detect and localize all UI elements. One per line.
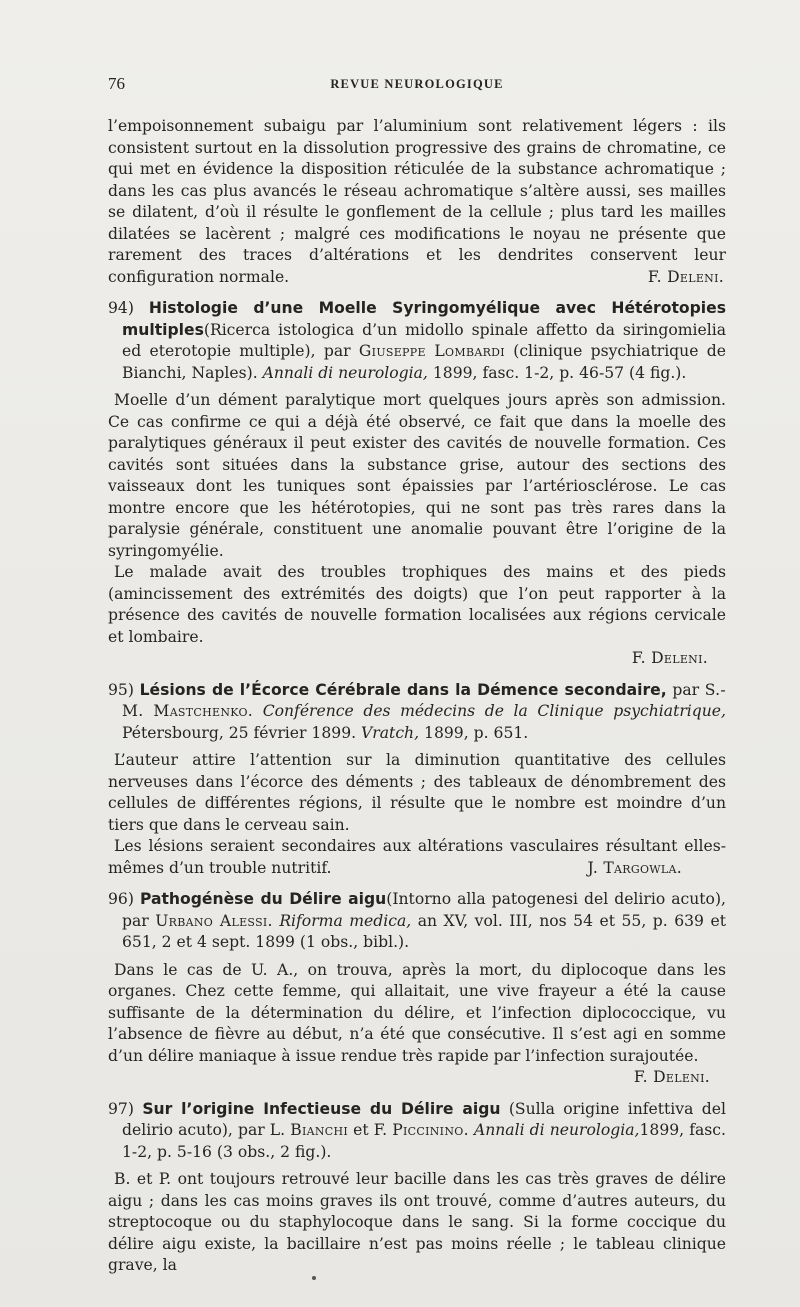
- entry-author: Bianchi: [290, 1121, 349, 1139]
- entry-author-2: Piccinino.: [392, 1121, 469, 1139]
- entry-author: Urbano Alessi.: [155, 911, 273, 930]
- entry-heading: [108, 680, 726, 745]
- entry-reference: (Ricerca istologica d’un midollo spinale affetto da siringomielia ed eterotopie multiple), par: [122, 320, 726, 360]
- entry-source-details: an XV, vol. III, nos 54 et 55, p. 639 et 651, 2 et 4 sept. 1899 (1 obs., bibl.).: [122, 911, 726, 951]
- review-entry-94: [108, 298, 726, 670]
- print-mark: [312, 1276, 316, 1280]
- intro-text: l’empoisonnement subaigu par l’aluminium sont relativement légers : ils consistent surtout en la dissolution progressive des grains de chromatine, ce qui met en évidence la disposition réticulée de la substance achromatique ; dans les cas plus avancés le réseau achromatique s’altère aussi, ses mailles se dilatent, d’où il résulte le gonflement de la cellule ; plus tard les mailles dilatées se lacèrent ; malgré ces modifications le noyau ne présente que rarement des traces d’altérations et les dendrites conservent leur configuration normale.: [108, 117, 726, 286]
- page-header: [108, 74, 726, 98]
- entry-source-details: 1899, fasc. 1-2, p. 46-57 (4 fig.).: [432, 363, 687, 382]
- entry-heading: [108, 889, 726, 954]
- entry-author: S.-M. Mastchenko.: [122, 680, 726, 720]
- review-entry-97: [108, 1099, 726, 1277]
- entry-heading: [108, 298, 726, 384]
- entry-source: Annali di neurologia,: [262, 363, 428, 382]
- entry-source-details: 1899, p. 651.: [424, 723, 529, 742]
- entry-reference-cont: (clinique psychiatrique de Bianchi, Naples).: [122, 342, 726, 382]
- intro-signature: F. Deleni.: [647, 267, 724, 286]
- entry-source: Riforma medica,: [279, 911, 412, 930]
- entry-signature: J. Targowla.: [587, 858, 682, 877]
- entry-heading: [108, 1099, 726, 1164]
- entry-reference: (Intorno alla patogenesi del delirio acuto), par: [122, 890, 726, 930]
- entry-reference-cont: et F.: [353, 1121, 388, 1139]
- entry-number: 97): [108, 1099, 134, 1118]
- entry-signature: F. Deleni.: [633, 1068, 710, 1086]
- entry-paragraph-text: Dans le cas de U. A., on trouva, après la mort, du diplocoque dans les organes. Chez cette femme, qui allaitait, une vive frayeur a été la cause suffisante de la détermination du délire, et l’infection diplococcique, vu l’absence de fièvre au début, n’a été que consécutive. Il s’est agi en somme d’un délire maniaque à issue rendue très rapide par l’infection surajoutée.: [108, 960, 726, 1065]
- entry-reference: par: [672, 680, 700, 699]
- entry-source: Annali di neurologia,: [473, 1121, 640, 1139]
- entry-number: 96): [108, 890, 134, 908]
- entry-paragraph: L’auteur attire l’attention sur la diminution quantitative des cellules nerveuses dans l’écorce des déments ; des tableaux de dénombrement des cellules de différentes régions, il résulte que le nombre est moindre d’un tiers que dans le cerveau sain.: [108, 751, 726, 834]
- entry-paragraph: B. et P. ont toujours retrouvé leur bacille dans les cas très graves de délire aigu ; dans les cas moins graves ils ont trouvé, comme d’autres auteurs, du streptocoque ou du staphylocoque dans le sang. Si la forme coccique du délire aigu existe, la bacillaire n’est pas moins réelle ; le tableau clinique grave, la: [108, 1170, 726, 1274]
- entry-author: Giuseppe Lombardi: [358, 342, 505, 360]
- entry-title: Histologie d’une Moelle Syringomyélique avec Hétérotopies multiples: [122, 299, 726, 339]
- entry-title: Sur l’origine Infectieuse du Délire aigu: [142, 1099, 501, 1118]
- journal-title: REVUE NEUROLOGIQUE: [330, 77, 504, 91]
- entry-paragraph-text: Les lésions seraient secondaires aux altérations vasculaires résultant elles-mêmes d’un trouble nutritif.: [108, 837, 726, 877]
- entry-paragraph: [108, 960, 726, 1086]
- page-number: 76: [108, 74, 125, 93]
- entry-source: Conférence des médecins de la Clinique psychiatrique,: [262, 702, 726, 720]
- entry-source-journal: Vratch,: [361, 723, 420, 742]
- entry-title: Lésions de l’Écorce Cérébrale dans la Démence secondaire,: [139, 680, 667, 699]
- article-body: [108, 116, 726, 1277]
- entry-source-details: 1899, fasc. 1-2, p. 5-16 (3 obs., 2 fig.).: [122, 1121, 726, 1161]
- entry-signature: F. Deleni.: [631, 649, 708, 667]
- intro-paragraph: [108, 116, 726, 288]
- review-entry-96: [108, 889, 726, 1089]
- entry-reference: (Sulla origine infettiva del delirio acuto), par L.: [122, 1099, 726, 1139]
- entry-paragraph: Le malade avait des troubles trophiques des mains et des pieds (amincissement des extrémités des doigts) que l’on peut rapporter à la présence des cavités de nouvelle formation localisées aux régions cervicale et lombaire.: [108, 563, 726, 646]
- entry-number: 95): [108, 680, 134, 699]
- entry-paragraph: [108, 836, 726, 879]
- review-entry-95: [108, 680, 726, 880]
- entry-number: 94): [108, 299, 134, 317]
- entry-title: Pathogénèse du Délire aigu: [139, 890, 387, 908]
- entry-reference-cont: Pétersbourg, 25 février 1899.: [122, 723, 357, 742]
- entry-paragraph: Moelle d’un dément paralytique mort quelques jours après son admission. Ce cas confirme ce qui a déjà été observé, ce fait que dans la moelle des paralytiques généraux il peut exister des cavités de nouvelle formation. Ces cavités sont situées dans la substance grise, autour des sections des vaisseaux dont les tuniques sont épaissies par l’artériosclérose. Le cas montre encore que les hétérotopies, qui ne sont pas très rares dans la paralysie générale, constituent une anomalie pouvant être l’origine de la syringomyélie.: [108, 391, 726, 560]
